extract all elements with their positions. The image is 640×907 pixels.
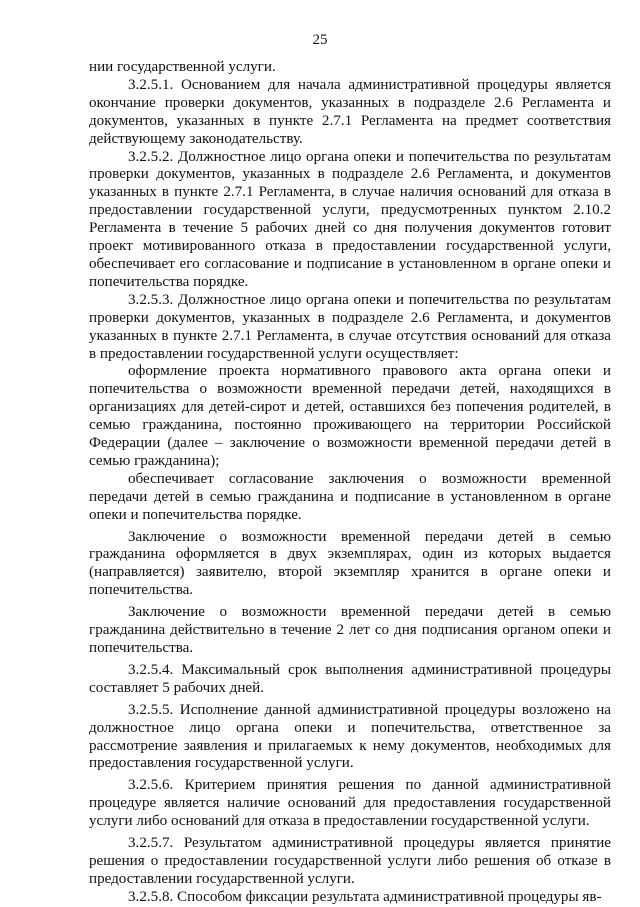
paragraph-3-2-5-8: 3.2.5.8. Способом фиксации результата административной процедуры яв- (128, 888, 602, 905)
paragraph-3-2-5-2: 3.2.5.2. Должностное лицо органа опеки и попечительства по результатам проверки документов, указанных в подразделе 2.6 Регламента, и документов указанных в пункте 2.7.1 Регламента, в случае наличия оснований для отказа в предоставлении государственной услуги, предусмотренных пунктом 2.10.2 Регламента в течение 5 рабочих дней со дня получения документов готовит проект мотивированного отказа в предоставлении государственной услуги, обеспечивает его согласование и подписание в установленном в органе опеки и попечительства порядке. (89, 148, 611, 290)
paragraph-3-2-5-7: 3.2.5.7. Результатом административной процедуры является принятие решения о предоставлении государственной услуги либо решения об отказе в предоставлении государственной услуги. (89, 835, 611, 887)
page-number: 25 (312, 32, 328, 48)
paragraph-list-item-1: оформление проекта нормативного правового акта органа опеки и попечительства о возможности временной передачи детей, находящихся в организациях для детей-сирот и детей, оставшихся без попечения родителей, в семью гражданина, постоянно проживающего на территории Российской Федерации (далее – заключение о возможности временной передачи детей в семью гражданина); (89, 363, 611, 469)
paragraph-3-2-5-6: 3.2.5.6. Критерием принятия решения по данной административной процедуре является наличие оснований для предоставления государственной услуги либо оснований для отказа в предоставлении государственной услуги. (89, 777, 611, 830)
paragraph-conclusion-validity: Заключение о возможности временной передачи детей в семью гражданина действительно в течение 2 лет со дня подписания органом опеки и попечительства. (89, 604, 611, 656)
paragraph-list-item-2: обеспечивает согласование заключения о возможности временной передачи детей в семью гражданина и подписание в установленном в органе опеки и попечительства порядке. (89, 470, 611, 523)
paragraph-3-2-5-5: 3.2.5.5. Исполнение данной административной процедуры возложено на должностное лицо органа опеки и попечительства, ответственное за рассмотрение заявления и прилагаемых к нему документов, необходимых для предоставления государственной услуги. (89, 701, 611, 772)
paragraph-conclusion-copies: Заключение о возможности временной передачи детей в семью гражданина оформляется в двух экземплярах, один из которых выдается (направляется) заявителю, второй экземпляр хранится в органе опеки и попечительства. (89, 528, 611, 599)
paragraph-3-2-5-3: 3.2.5.3. Должностное лицо органа опеки и попечительства по результатам проверки документов, указанных в подразделе 2.6 Регламента, и документов указанных в пункте 2.7.1 Регламента, в случае отсутствия оснований для отказа в предоставлении государственной услуги осуществляет: (89, 291, 611, 362)
paragraph-continuation: нии государственной услуги. (89, 59, 276, 75)
document-body (89, 59, 611, 907)
paragraph-3-2-5-1: 3.2.5.1. Основанием для начала административной процедуры является окончание проверки документов, указанных в подразделе 2.6 Регламента и документов, указанных в пункте 2.7.1 Регламента на предмет соответствия действующему законодательству. (89, 76, 611, 147)
paragraph-3-2-5-4: 3.2.5.4. Максимальный срок выполнения административной процедуры составляет 5 рабочих дней. (89, 661, 611, 696)
